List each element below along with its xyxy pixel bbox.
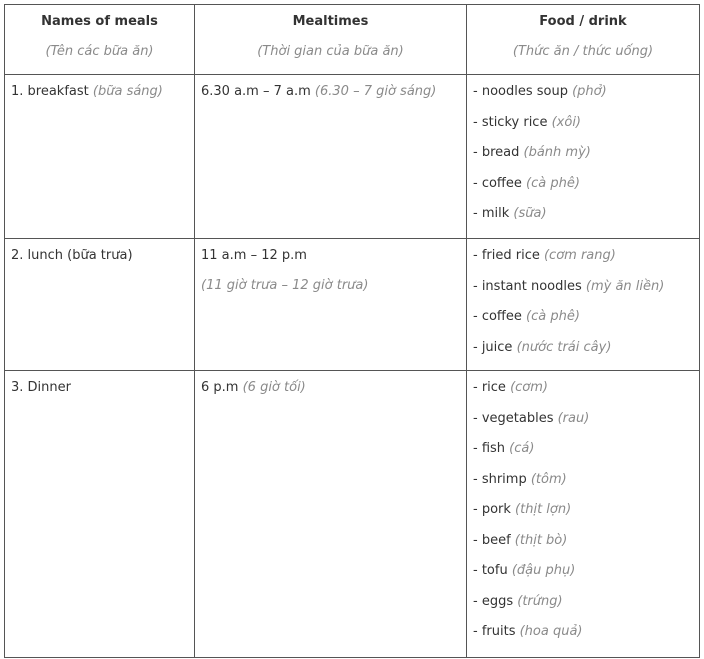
food-item-vi: (đậu phụ) [511,563,576,578]
mealtime-cell [195,75,467,239]
food-item [473,533,693,549]
food-item-en: - milk [473,206,510,221]
food-cell [467,239,700,371]
header-mealtimes-en: Mealtimes [292,14,369,29]
header-food-drink-en: Food / drink [539,14,627,29]
header-meal-names-vi: (Tên các bữa ăn) [45,44,154,59]
food-item [473,502,693,518]
food-item-en: - fish [473,441,506,456]
food-item [473,441,693,457]
food-item [473,563,693,579]
food-item-vi: (cà phê) [526,309,580,324]
food-item [473,206,693,222]
food-item-vi: (thịt lợn) [515,502,572,517]
food-list-breakfast [467,84,699,222]
meals-table [4,4,700,658]
food-item-en: - coffee [473,309,522,324]
food-item-vi: (cà phê) [526,175,580,191]
food-item [473,84,693,100]
mealtime-vi: (6.30 – 7 giờ sáng) [314,84,437,99]
food-item-vi: (cơm rang) [543,248,616,263]
meal-name-en: 3. Dinner [11,380,71,395]
header-food-drink [467,5,700,75]
food-item-en: - sticky rice [473,114,548,130]
food-item [473,248,693,264]
food-item-en: - instant noodles [473,278,582,294]
food-item-en: - shrimp [473,471,527,487]
meal-name-vi: (bữa sáng) [92,84,163,99]
food-item [473,472,693,488]
table-row-lunch [5,239,700,371]
meal-name-en: 1. breakfast [11,84,89,99]
meal-name-en: 2. lunch (bữa trưa) [11,248,133,263]
food-item-vi: (phở) [572,84,607,99]
food-item-en: - juice [473,339,513,355]
food-list-lunch [467,248,699,356]
mealtime-vi: (6 giờ tối) [242,380,306,395]
meal-name-cell [5,371,195,658]
food-item [473,279,693,295]
mealtime-vi: (11 giờ trưa – 12 giờ trưa) [201,278,369,293]
food-cell [467,75,700,239]
food-item [473,115,693,131]
food-item-en: - coffee [473,175,522,191]
food-item-en: - pork [473,502,511,517]
meal-name [11,84,188,100]
mealtime-en: 11 a.m – 12 p.m [201,248,307,263]
food-item-en: - rice [473,380,506,395]
food-item [473,340,693,356]
food-item-vi: (hoa quả) [519,624,583,639]
food-item [473,145,693,161]
meal-name-cell [5,75,195,239]
food-item-vi: (tôm) [530,471,567,487]
food-item-en: - fruits [473,624,516,639]
food-item-en: - fried rice [473,248,540,263]
food-item-vi: (cơm) [510,380,548,395]
food-item-vi: (cá) [509,441,535,456]
header-mealtimes-vi: (Thời gian của bữa ăn) [257,44,404,59]
table-row-breakfast [5,75,700,239]
food-item-vi: (xôi) [551,114,581,130]
table-row-dinner [5,371,700,658]
header-meal-names [5,5,195,75]
food-item [473,309,693,325]
food-item-en: - beef [473,532,511,548]
food-item-en: - bread [473,145,520,160]
food-item-vi: (rau) [557,410,590,426]
food-list-dinner [467,380,699,640]
header-food-drink-vi: (Thức ăn / thức uống) [512,44,654,59]
mealtime-cell [195,371,467,658]
meal-name [11,380,188,396]
food-item [473,594,693,610]
food-item-vi: (nước trái cây) [516,339,612,355]
food-item-vi: (sữa) [513,206,547,221]
food-item-en: - noodles soup [473,84,568,99]
mealtime [201,84,460,100]
food-item-vi: (trứng) [517,593,563,609]
food-item-en: - vegetables [473,410,554,426]
food-item [473,624,693,640]
header-row [5,5,700,75]
food-item-vi: (mỳ ăn liền) [585,278,665,294]
food-item [473,176,693,192]
food-item-en: - eggs [473,593,514,609]
food-item-vi: (thịt bò) [514,532,568,548]
mealtime-en: 6 p.m [201,380,239,395]
mealtime [201,380,460,396]
meal-name-cell [5,239,195,371]
food-item [473,411,693,427]
header-mealtimes [195,5,467,75]
mealtime-cell [195,239,467,371]
food-item-vi: (bánh mỳ) [523,145,591,160]
mealtime-en: 6.30 a.m – 7 a.m [201,84,311,99]
header-meal-names-en: Names of meals [41,14,158,29]
meal-name [11,248,188,264]
food-cell [467,371,700,658]
food-item [473,380,693,396]
food-item-en: - tofu [473,563,508,578]
